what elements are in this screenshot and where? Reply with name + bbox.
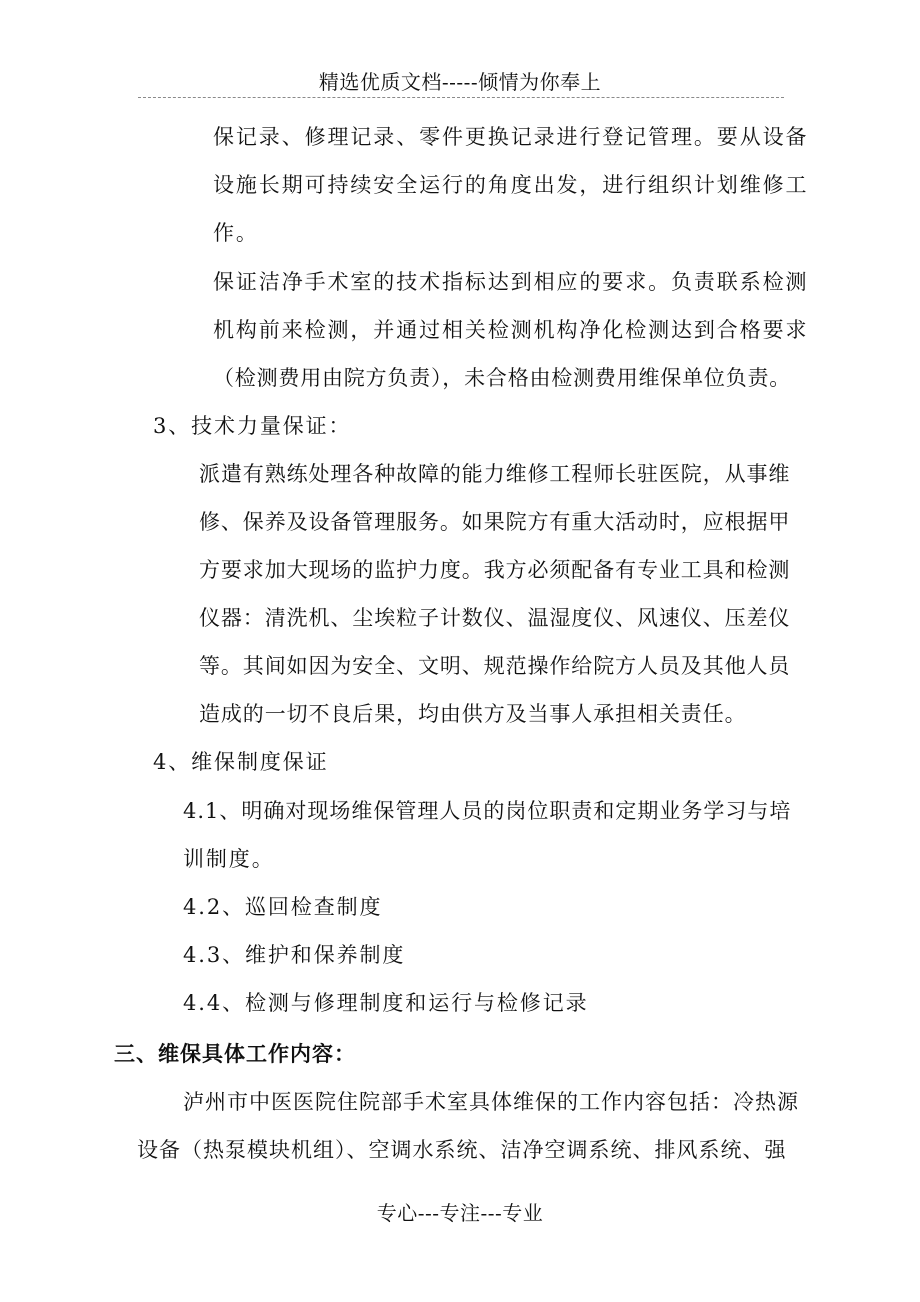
page-header: 精选优质文档-----倾情为你奉上 [318, 70, 602, 94]
paragraph-line: 方要求加大现场的监护力度。我方必须配备有专业工具和检测 [199, 558, 791, 582]
list-item: 4.3、维护和保养制度 [183, 943, 406, 967]
paragraph-line: 泸州市中医医院住院部手术室具体维保的工作内容包括：冷热源 [183, 1090, 799, 1114]
header-rule [138, 97, 784, 98]
paragraph-line: 作。 [213, 221, 259, 245]
paragraph-line: 设备（热泵模块机组）、空调水系统、洁净空调系统、排风系统、强 [137, 1138, 787, 1162]
chapter-heading: 三、维保具体工作内容： [114, 1041, 356, 1066]
paragraph-line: 仪器：清洗机、尘埃粒子计数仪、温湿度仪、风速仪、压差仪 [199, 606, 791, 630]
paragraph-line: 等。其间如因为安全、文明、规范操作给院方人员及其他人员 [199, 654, 791, 678]
section-heading: 4、维保制度保证 [153, 750, 329, 774]
paragraph-line: 造成的一切不良后果，均由供方及当事人承担相关责任。 [199, 702, 747, 726]
paragraph-line: 机构前来检测，并通过相关检测机构净化检测达到合格要求 [213, 318, 809, 342]
list-item: 4.2、巡回检查制度 [183, 895, 383, 919]
list-item: 4.4、检测与修理制度和运行与检修记录 [183, 991, 589, 1015]
paragraph-line: （检测费用由院方负责），未合格由检测费用维保单位负责。 [213, 366, 792, 390]
section-heading: 3、技术力量保证： [153, 414, 352, 438]
paragraph-line: 4.1、明确对现场维保管理人员的岗位职责和定期业务学习与培 [183, 799, 792, 823]
paragraph-line: 保证洁净手术室的技术指标达到相应的要求。负责联系检测 [213, 270, 809, 294]
paragraph-line: 设施长期可持续安全运行的角度出发，进行组织计划维修工 [213, 173, 809, 197]
paragraph-line: 派遣有熟练处理各种故障的能力维修工程师长驻医院，从事维 [199, 462, 791, 486]
paragraph-line: 保记录、修理记录、零件更换记录进行登记管理。要从设备 [213, 125, 809, 149]
page-footer: 专心---专注---专业 [376, 1201, 544, 1225]
paragraph-line: 训制度。 [183, 847, 275, 871]
paragraph-line: 修、保养及设备管理服务。如果院方有重大活动时，应根据甲 [199, 510, 791, 534]
